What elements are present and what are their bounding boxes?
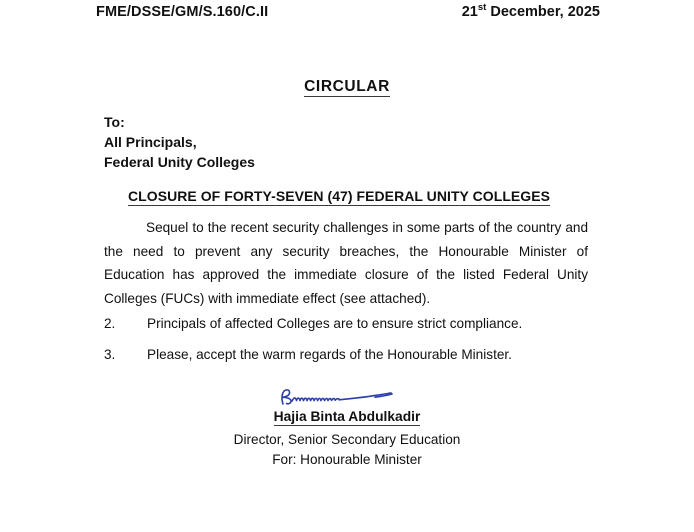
document-header: [96, 4, 600, 20]
numbered-item-3: [104, 345, 604, 365]
item-2-number: 2.: [104, 316, 116, 331]
addressee-line-2: Federal Unity Colleges: [104, 154, 255, 170]
addressee-line-1: All Principals,: [104, 134, 197, 150]
addressee-block: [104, 112, 255, 172]
page-title-text: CIRCULAR: [304, 78, 390, 95]
page-title: [0, 78, 694, 96]
item-2-text: Principals of affected Colleges are to ensure strict compliance.: [147, 316, 523, 331]
item-3-text: Please, accept the warm regards of the Honourable Minister.: [147, 347, 512, 362]
signer-name: Hajia Binta Abdulkadir: [273, 409, 421, 424]
date-day: 21: [461, 4, 478, 20]
item-3-number: 3.: [104, 347, 116, 362]
reference-number: FME/DSSE/GM/S.160/C.II: [96, 4, 269, 20]
subject-heading-text: CLOSURE OF FORTY-SEVEN (47) FEDERAL UNITY COLLEGES: [128, 188, 551, 204]
handwritten-signature-icon: [257, 386, 437, 408]
document-date: [462, 4, 600, 20]
numbered-item-2: [104, 314, 604, 334]
signer-role: Director, Senior Secondary Education: [233, 432, 461, 447]
date-month-year: December, 2025: [486, 4, 600, 20]
date-ordinal-suffix: st: [477, 2, 487, 14]
signature-block: [0, 386, 694, 470]
subject-heading: [128, 188, 550, 204]
addressee-salutation: To:: [104, 114, 125, 130]
body-paragraph-1: Sequel to the recent security challenges in some parts of the country and the need to prevent any security breaches, the Honourable Minister of Education has approved the immediate closure of the listed Federal Unity Colleges (FUCs) with immediate effect (see attached).: [104, 220, 588, 306]
signer-on-behalf-of: For: Honourable Minister: [272, 452, 422, 467]
